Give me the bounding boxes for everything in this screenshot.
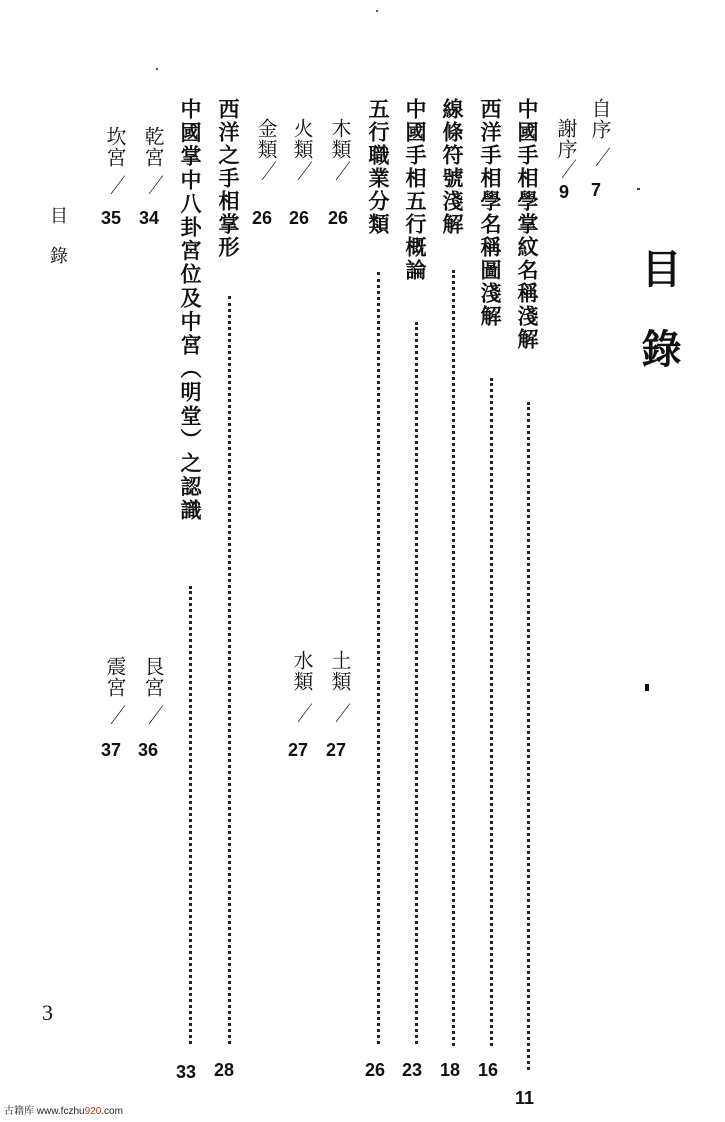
toc-entry-symbols-page: 18 xyxy=(440,1060,461,1080)
toc-heading: 目錄 xyxy=(635,248,682,408)
toc-entry-western-terms-page: 16 xyxy=(478,1060,499,1080)
toc-entry-kan-title: 坎宮 xyxy=(103,126,127,168)
toc-entry-qian-title: 乾宮 xyxy=(141,126,165,168)
scan-speck xyxy=(376,10,378,12)
toc-slash: ／ xyxy=(255,160,280,182)
footer-url-highlight: 920 xyxy=(84,1106,102,1117)
toc-entry-gen-page: 36 xyxy=(138,740,159,760)
toc-entry-fire-page: 26 xyxy=(289,208,310,228)
toc-entry-symbols-title: 線條符號淺解 xyxy=(440,98,465,236)
toc-entry-thanks-title: 謝序 xyxy=(554,118,578,160)
toc-entry-water-title: 水類 xyxy=(290,650,314,692)
toc-entry-metal-title: 金類 xyxy=(254,118,278,160)
toc-entry-earth-title: 土類 xyxy=(328,650,352,692)
toc-entry-wood-title: 木類 xyxy=(328,118,352,160)
scan-speck xyxy=(156,68,158,70)
running-head: 目錄 xyxy=(47,206,68,286)
toc-entry-metal-page: 26 xyxy=(252,208,273,228)
toc-slash: ／ xyxy=(291,702,316,724)
toc-entry-earth-page: 27 xyxy=(326,740,347,760)
toc-entry-hand-shapes-page: 28 xyxy=(214,1060,235,1080)
footer-url-suffix: .com xyxy=(101,1106,123,1117)
toc-entry-western-terms-title: 西洋手相學名稱圖淺解 xyxy=(478,98,503,328)
toc-entry-chinese-lines-page: 11 xyxy=(515,1088,535,1108)
scan-speck xyxy=(645,684,649,691)
toc-entry-water-page: 27 xyxy=(288,740,309,760)
toc-entry-eight-palaces-title: 中國掌中八卦宮位及中宮（明堂）之認識 xyxy=(178,98,203,523)
toc-entry-thanks-page: 9 xyxy=(559,182,570,202)
toc-entry-zhen-title: 震宮 xyxy=(103,656,127,698)
toc-leader xyxy=(527,402,530,1070)
toc-leader xyxy=(452,270,455,1046)
toc-entry-kan-page: 35 xyxy=(101,208,122,228)
toc-slash: ／ xyxy=(329,702,354,724)
footer-url-prefix: www.fczhu xyxy=(36,1106,85,1117)
footer-site-name: 古籍库 xyxy=(4,1106,34,1117)
toc-entry-preface-page: 7 xyxy=(591,180,602,200)
page-number: 3 xyxy=(42,1000,53,1025)
toc-entry-eight-palaces-page: 33 xyxy=(176,1062,197,1082)
footer-watermark xyxy=(4,1102,123,1117)
footer-site-url xyxy=(37,1106,123,1117)
toc-entry-gen-title: 艮宮 xyxy=(141,656,165,698)
toc-leader xyxy=(415,322,418,1044)
toc-entry-zhen-page: 37 xyxy=(101,740,122,760)
toc-entry-chinese-lines-title: 中國手相學掌紋名稱淺解 xyxy=(515,98,540,351)
toc-slash: ／ xyxy=(329,160,354,182)
toc-leader xyxy=(490,378,493,1046)
toc-entry-qian-page: 34 xyxy=(139,208,160,228)
toc-slash: ／ xyxy=(291,160,316,182)
toc-slash: ／ xyxy=(104,704,129,726)
toc-entry-occupations-title: 五行職業分類 xyxy=(366,98,391,236)
toc-slash: ／ xyxy=(589,146,614,168)
toc-entry-preface-title: 自序 xyxy=(588,98,612,140)
toc-entry-occupations-page: 26 xyxy=(365,1060,386,1080)
toc-slash: ／ xyxy=(555,158,580,180)
toc-slash: ／ xyxy=(142,174,167,196)
scan-speck xyxy=(637,188,640,190)
toc-slash: ／ xyxy=(142,704,167,726)
toc-leader xyxy=(228,296,231,1044)
toc-entry-hand-shapes-title: 西洋之手相掌形 xyxy=(216,98,241,259)
toc-entry-five-elements-title: 中國手相五行概論 xyxy=(403,98,428,282)
toc-leader xyxy=(377,272,380,1044)
toc-slash: ／ xyxy=(104,174,129,196)
toc-leader xyxy=(189,586,192,1044)
toc-entry-wood-page: 26 xyxy=(328,208,349,228)
toc-entry-five-elements-page: 23 xyxy=(402,1060,423,1080)
toc-entry-fire-title: 火類 xyxy=(290,118,314,160)
